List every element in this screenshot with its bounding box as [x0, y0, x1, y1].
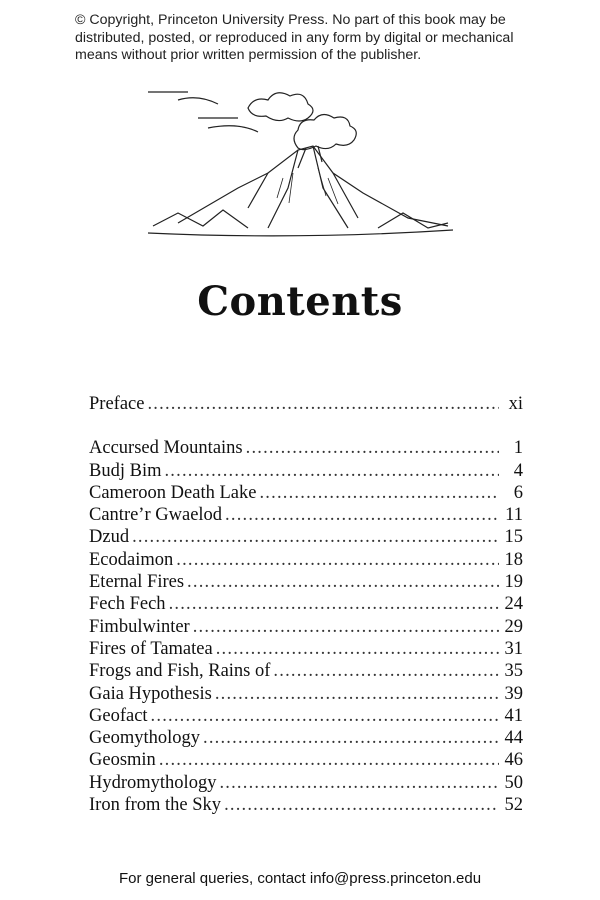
toc-page-number: 4 [513, 460, 523, 481]
toc-entry-label: Cameroon Death Lake [89, 482, 257, 503]
copyright-notice: © Copyright, Princeton University Press. No part of this book may be distributed, posted, or reproduced in any form by digital or mechanical means without prior written permission of the publisher. [75, 12, 514, 63]
dot-leader [169, 593, 499, 615]
dot-leader [193, 616, 499, 638]
toc-entry[interactable] [89, 593, 523, 615]
toc-page-number: xi [508, 394, 523, 414]
dot-leader [225, 504, 499, 526]
toc-entry[interactable] [89, 705, 523, 727]
toc-entry-label: Gaia Hypothesis [89, 683, 212, 704]
toc-entry-label: Eternal Fires [89, 572, 185, 593]
footer-contact: For general queries, contact info@press.princeton.edu [118, 870, 482, 887]
toc-entry[interactable] [89, 794, 523, 816]
toc-page-number: 19 [504, 572, 523, 593]
toc-entry[interactable] [89, 727, 523, 749]
toc-entry-preface[interactable] [89, 393, 523, 415]
toc-entry-label: Geosmin [89, 750, 156, 771]
toc-entry-label: Dzud [89, 527, 130, 548]
toc-page-number: 6 [513, 482, 523, 503]
toc-entry-label: Preface [89, 394, 145, 414]
toc-entry-label: Fires of Tamatea [89, 638, 213, 659]
toc-page-number: 1 [513, 438, 523, 459]
toc-entry-label: Cantre’r Gwaelod [89, 505, 223, 526]
toc-entry-label: Geomythology [89, 728, 200, 749]
toc-entry[interactable] [89, 772, 523, 794]
table-of-contents [89, 393, 523, 816]
dot-leader [224, 794, 499, 816]
dot-leader [151, 705, 499, 727]
toc-entry[interactable] [89, 660, 523, 682]
volcano-illustration-icon [148, 78, 453, 248]
dot-leader [259, 482, 499, 504]
dot-leader [215, 683, 499, 705]
page-title: Contents [197, 278, 403, 325]
dot-leader [176, 549, 499, 571]
toc-entry-label: Fimbulwinter [89, 616, 190, 637]
toc-entry-label: Ecodaimon [89, 549, 174, 570]
toc-entry[interactable] [89, 571, 523, 593]
toc-entry-label: Budj Bim [89, 460, 162, 481]
toc-entry-label: Iron from the Sky [89, 795, 222, 816]
toc-page-number: 44 [504, 728, 523, 749]
toc-page-number: 39 [504, 683, 523, 704]
toc-entry-label: Fech Fech [89, 594, 166, 615]
toc-page-number: 35 [504, 661, 523, 682]
toc-entry-label: Accursed Mountains [89, 438, 243, 459]
toc-page-number: 11 [505, 505, 523, 526]
toc-page-number: 46 [504, 750, 523, 771]
toc-entry[interactable] [89, 616, 523, 638]
toc-entry[interactable] [89, 549, 523, 571]
toc-entry[interactable] [89, 749, 523, 771]
dot-leader [246, 437, 499, 459]
toc-page-number: 29 [504, 616, 523, 637]
toc-page-number: 50 [504, 772, 523, 793]
dot-leader [164, 460, 499, 482]
toc-entry-label: Geofact [89, 705, 148, 726]
toc-page-number: 31 [504, 638, 523, 659]
toc-entry[interactable] [89, 482, 523, 504]
toc-entry[interactable] [89, 526, 523, 548]
toc-page-number: 18 [504, 549, 523, 570]
toc-entry[interactable] [89, 460, 523, 482]
toc-entry[interactable] [89, 683, 523, 705]
toc-page-number: 41 [504, 705, 523, 726]
toc-page-number: 15 [504, 527, 523, 548]
toc-entry-label: Hydromythology [89, 772, 217, 793]
toc-page-number: 52 [504, 795, 523, 816]
toc-entry[interactable] [89, 638, 523, 660]
dot-leader [132, 526, 499, 548]
dot-leader [203, 727, 499, 749]
dot-leader [159, 749, 499, 771]
dot-leader [273, 660, 499, 682]
toc-entry[interactable] [89, 504, 523, 526]
dot-leader [216, 638, 499, 660]
dot-leader [147, 393, 499, 415]
dot-leader [187, 571, 499, 593]
toc-page-number: 24 [504, 594, 523, 615]
toc-entry-label: Frogs and Fish, Rains of [89, 661, 271, 682]
toc-entry[interactable] [89, 437, 523, 459]
dot-leader [219, 772, 499, 794]
